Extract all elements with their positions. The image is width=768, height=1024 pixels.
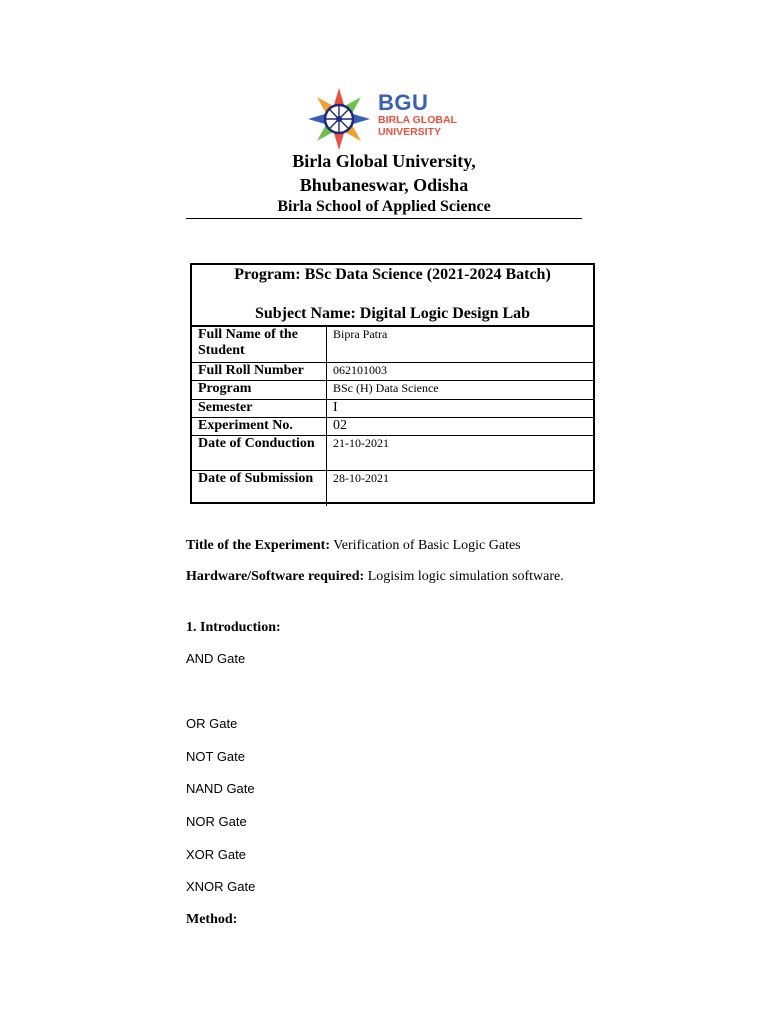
gate-heading-and: AND Gate (186, 651, 246, 666)
row-value: 21-10-2021 (327, 436, 594, 471)
method-heading: Method: (186, 912, 238, 927)
university-logo (306, 86, 476, 152)
gate-heading-not: NOT Gate (186, 749, 246, 764)
gate-heading-nand: NAND Gate (186, 781, 255, 796)
table-row (192, 418, 593, 436)
row-value: 062101003 (327, 363, 594, 381)
experiment-title-value: Verification of Basic Logic Gates (330, 538, 521, 553)
table-row (192, 381, 593, 400)
logo-line-1: BIRLA GLOBAL (378, 114, 457, 126)
row-value: 02 (327, 418, 594, 436)
gate-heading-xnor: XNOR Gate (186, 879, 256, 894)
gate-heading-or: OR Gate (186, 716, 238, 731)
info-box-header (192, 265, 593, 326)
row-value: 28-10-2021 (327, 471, 594, 506)
table-row (192, 327, 593, 363)
hardware-label: Hardware/Software required: (186, 569, 365, 584)
row-label: Date of Submission (192, 471, 327, 506)
gate-heading-nor: NOR Gate (186, 814, 247, 829)
hardware-software (186, 567, 582, 586)
experiment-title (186, 536, 582, 555)
row-label: Experiment No. (192, 418, 327, 436)
logo-abbr: BGU (378, 90, 429, 115)
university-name: Birla Global University, (292, 151, 476, 171)
introduction-heading: 1. Introduction: (186, 620, 281, 635)
row-label: Full Roll Number (192, 363, 327, 381)
emblem-icon (306, 86, 372, 152)
logo-line-2: UNIVERSITY (378, 126, 442, 138)
table-row (192, 436, 593, 471)
experiment-title-label: Title of the Experiment: (186, 538, 330, 553)
row-label: Full Name of the Student (192, 327, 327, 363)
table-row (192, 363, 593, 381)
university-location: Bhubaneswar, Odisha (299, 175, 469, 195)
row-value: I (327, 400, 594, 418)
row-label: Program (192, 381, 327, 400)
student-info-table (192, 326, 593, 506)
gate-heading-xor: XOR Gate (186, 847, 246, 862)
table-row (192, 400, 593, 418)
row-label: Semester (192, 400, 327, 418)
student-info-box (190, 263, 595, 504)
row-label: Date of Conduction (192, 436, 327, 471)
subject-heading: Subject Name: Digital Logic Design Lab (254, 305, 531, 322)
hardware-value: Logisim logic simulation software. (364, 569, 564, 584)
header-divider (186, 218, 582, 219)
program-heading: Program: BSc Data Science (2021-2024 Batch) (234, 266, 551, 283)
school-name: Birla School of Applied Science (277, 198, 491, 215)
row-value: BSc (H) Data Science (327, 381, 594, 400)
table-row (192, 471, 593, 506)
row-value: Bipra Patra (327, 327, 594, 363)
